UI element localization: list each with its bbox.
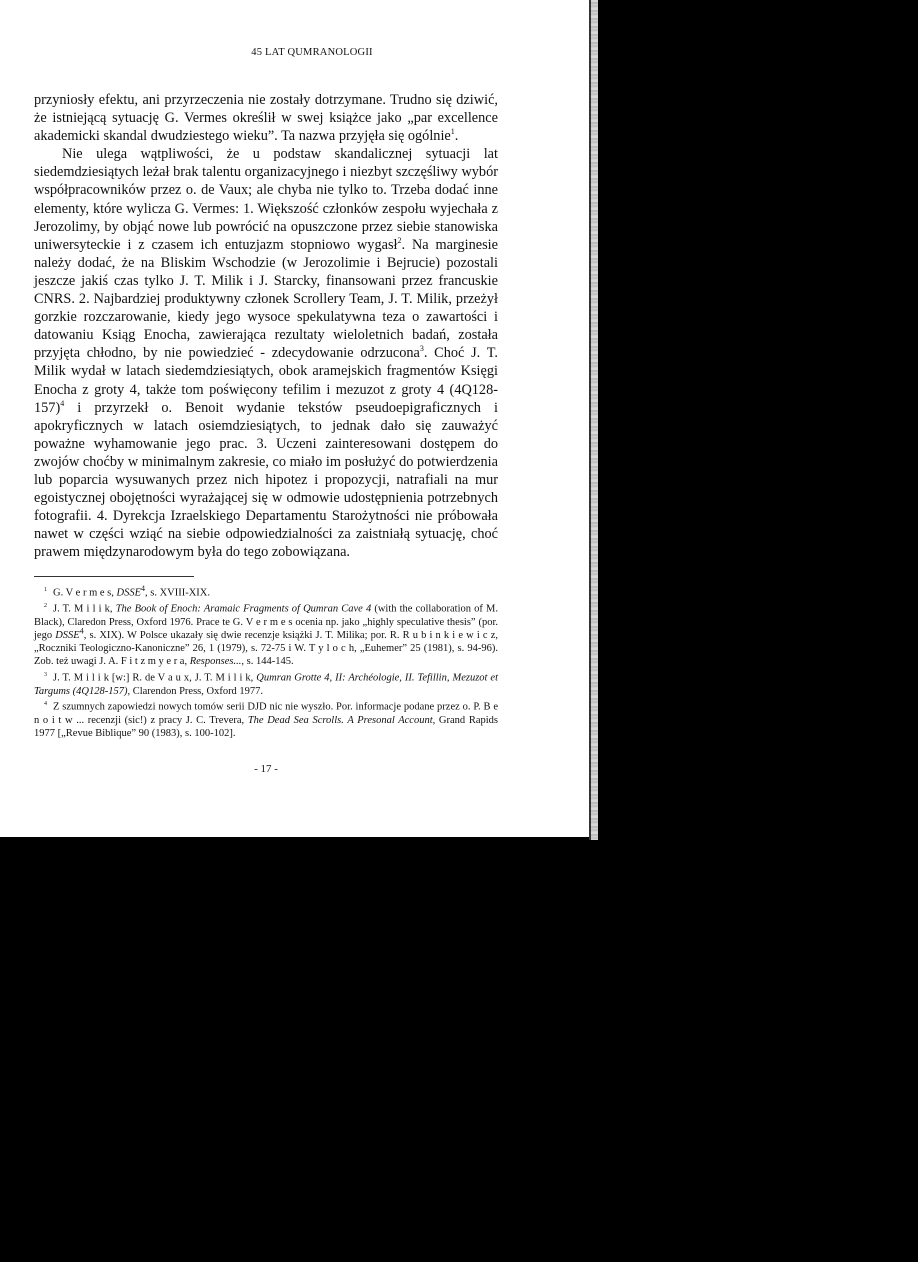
scan-edge-noise [590,0,598,840]
paragraph-2: Nie ulega wątpliwości, że u podstaw skandalicznej sytuacji lat siedemdziesiątych leżał brak talentu organizacyjnego i niezbyt szczęśliwy wybór współpracowników przez o. de Vaux; ale chyba nie tylko to. Trzeba dodać inne elementy, które wylicza G. Vermes: 1. Większość członków zespołu wyjechała z Jerozolimy, by objąć nowe lub powrócić na opuszczone przez siebie stanowiska uniwersyteckie i z czasem ich entuzjazm stopniowo wygasł$^2$. Na marginesie należy dodać, że na Bliskim Wschodzie (w Jerozolimie i Bejrucie) pozostali jeszcze jakiś czas tylko J. T. Milik i J. Starcky, finansowani przez francuskie CNRS. 2. Najbardziej produktywny członek Scrollery Team, J. T. Milik, przeżył gorzkie rozczarowanie, kiedy jego wysoce spekulatywna teza o zawartości i datowaniu Ksiąg Enocha, zawierająca rezultaty wieloletnich badań, została przyjęta chłodno, by nie powiedzieć - zdecydowanie odrzucona$^3$. Choć J. T. Milik wydał w latach siedemdziesiątych, obok aramejskich fragmentów Księgi Enocha z groty 4, także tom poświęcony tefilim i mezuzot z groty 4 $(4Q128-157)^4$ i przyrzekł o. Benoit wydanie tekstów pseudoepigraficznych i apokryficznych w latach osiemdziesiątych, to jednak dało się zauważyć poważne wyhamowanie jego prac. 3. Uczeni zainteresowani dostępem do zwojów choćby w minimalnym zakresie, co miało im posłużyć do potwierdzenia lub poparcia wysuwanych przez nich hipotez i propozycji, natrafiali na mur egoistycznej obojętności wyrażającej się w odmowie udostępnienia potrzebnych fotografii. 4. Dyrekcja Izraelskiego Departamentu Starożytności nie próbowała nawet w części wziąć na siebie odpowiedzialności za zaistniałą sytuację, choć prawem międzynarodowym była do tego zobowiązana. [34,146,498,561]
footnote-3: $^3$ J. T. M i l i k [w:] R. de V a u x, J. T. M i l i k, Qumran Grotte 4, II: Archéologie, II. Tefillin, Mezuzot et Targums (4Q128-157), Clarendon Press, Oxford 1977. [34,671,498,697]
page-edge-line [589,0,591,840]
footnote-rule [34,576,194,577]
footnote-2: $^2$ J. T. M i l i k, The Book of Enoch: Aramaic Fragments of Qumran Cave 4 (with the collaboration of M. Black), Claredon Press, Oxford 1976. Prace te G. V e r m e s ocenia np. jako „highly speculative thesis” (por. jego DSSE$^4$, s. XIX). W Polsce ukazały się dwie recenzje książki J. T. Milika; por. R. R u b i n k i e w i c z, „Roczniki Teologiczno-Kanoniczne” 26, 1 (1979), s. 72-75 i W. T y l o c h, „Euhemer” 25 (1981), s. 94-96). Zob. też uwagi J. A. F i t z m y e r a, Responses..., s. 144-145. [34,602,499,668]
footnote-ref-2: 2 [397,235,402,245]
scan-black-area [0,837,918,1262]
page-number: - 17 - [254,763,278,775]
footnote-4: $^4$ Z szumnych zapowiedzi nowych tomów serii DJD nic nie wyszło. Por. informacje podane przez o. P. B e n o i t w ... recenzji (sic!) z pracy J. C. Trevera, The Dead Sea Scrolls. A Presonal Account, Grand Rapids 1977 [„Revue Biblique” 90 (1983), s. 100-102]. [34,700,498,739]
footnotes [34,584,498,740]
footnote-ref-1: 1 [450,127,455,137]
main-text [34,91,498,561]
footnote-ref-4: 4 [60,398,65,408]
paragraph-1: przyniosły efektu, ani przyrzeczenia nie zostały dotrzymane. Trudno się dziwić, że istniejącą sytuację G. Vermes określił w swej książce jako „par excellence akademicki skandal dwudziestego wieku”. Ta nazwa przyjęła się ogólnie$^1$. [34,92,498,145]
footnote-1: $^1$ G. V e r m e s, DSSE$^4$, s. XVIII-XIX. [44,584,211,599]
scan-edge-strip [589,0,918,840]
footnote-ref-3: 3 [419,344,424,354]
running-head: 45 LAT QUMRANOLOGII [251,47,373,58]
